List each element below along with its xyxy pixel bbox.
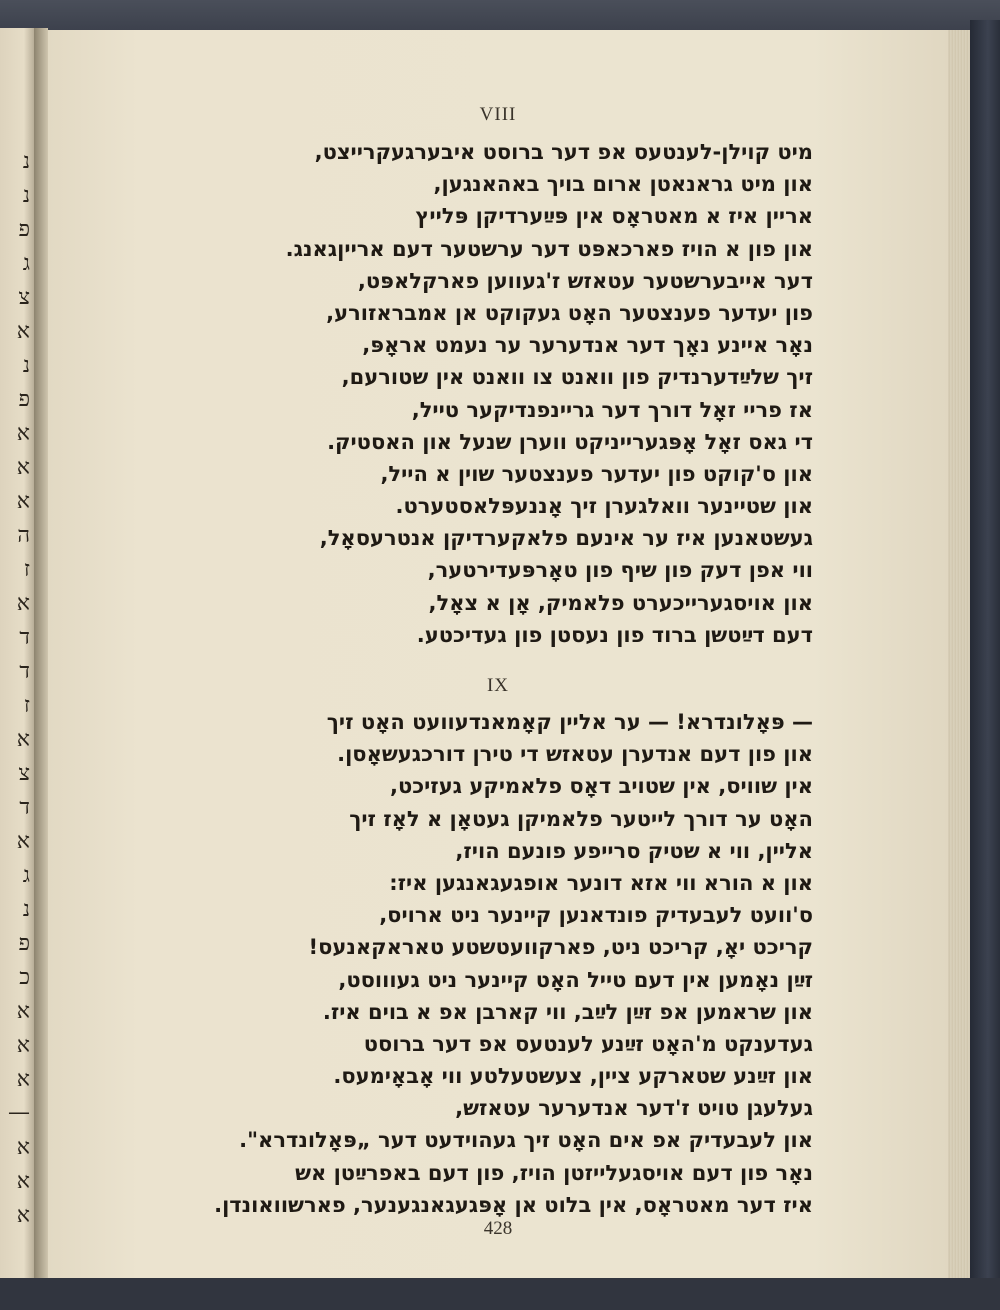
poem-line: געלעגן טויט ז'דער אנדערער עטאזש, [455, 1096, 813, 1121]
book-gutter [34, 28, 48, 1278]
facing-page-fragment: — [8, 1100, 30, 1125]
facing-page-fragment: א [16, 1135, 30, 1160]
facing-page-fragment: א [16, 1067, 30, 1092]
poem-line: — פּאָלונדרא! — ער אליין קאָמאנדעוועט האָט זיך [326, 710, 813, 734]
facing-page-fragment: א [16, 1203, 30, 1228]
facing-page-fragment: פ [18, 217, 30, 242]
poem-line: און אויסגערייכערט פלאמיק, אָן א צאָל, [428, 590, 813, 615]
poem-line: און פון דעם אנדערן עטאזש די טירן דורכגעשאָסן. [337, 742, 813, 767]
facing-page-fragment: א [16, 999, 30, 1024]
poem-line: און לעבעדיק אפ אים האָט זיך געהוידעט דער „פּאָלונדרא". [239, 1128, 813, 1153]
poem-line: ס'וועט לעבעדיק פונדאנען קיינער ניט ארויס, [379, 903, 813, 928]
page-edges [948, 30, 970, 1278]
page-number: 428 [483, 1218, 513, 1239]
facing-page-fragment: א [16, 727, 30, 752]
poem-line: אז פריי זאָל דורך דער גריינפנדיקער טייל, [411, 397, 813, 422]
book-spine [970, 20, 1000, 1310]
facing-page-fragment: ד [19, 659, 30, 684]
poem-line: און זײַנע שטארקע ציין, צעשטעלטע ווי אָבאָימעס. [333, 1064, 813, 1089]
facing-page-fragment: ד [19, 795, 30, 820]
poem-line: אריין איז א מאטראָס אין פּײַערדיקן פּלייץ [415, 204, 813, 229]
poem-line: זײַן נאָמען אין דעם טייל האָט קיינער ניט געוווסט, [338, 967, 813, 992]
facing-page-fragment: צ [18, 761, 30, 786]
facing-page-fragment: א [16, 829, 30, 854]
facing-page-fragment: א [16, 421, 30, 446]
facing-page-fragment: נ [22, 897, 30, 922]
facing-page-fragment: א [16, 455, 30, 480]
poem-line: געדענקט מ'האָט זײַנע לענטעס אפ דער ברוסט [363, 1031, 813, 1056]
book-cover-bottom [0, 1278, 1000, 1310]
poem-line: איז דער מאטראָס, אין בלוט אן אָפּגעגאנגענער, פארשוואונדן. [214, 1192, 813, 1217]
facing-page-fragment: צ [18, 285, 30, 310]
facing-page-fragment: א [16, 1169, 30, 1194]
poem-line: דער אייבערשטער עטאזש ז'געווען פארקלאפּט, [357, 268, 813, 293]
poem-line: און שראמען אפ זײַן לײַב, ווי קארבן אפ א בוים איז. [322, 999, 813, 1024]
facing-page-fragment: ג [22, 251, 30, 276]
section-number-viii: VIII [479, 104, 517, 125]
facing-page-fragment: ד [19, 625, 30, 650]
poem-line: און פון א הויז פארכאפּט דער ערשטער דעם ארייןגאנג. [285, 236, 813, 261]
stanza-ix [153, 706, 813, 1221]
facing-page-fragment: ה [17, 523, 30, 548]
facing-page-fragment: א [16, 591, 30, 616]
poem-line: און מיט גראנאטן ארום בויך באהאנגען, [433, 172, 813, 197]
poem-line: זיך שלײַדערנדיק פון וואנט צו וואנט אין שטורעם, [341, 365, 813, 390]
poem-line: ווי אפן דעק פון שיף פון טאָרפּעדירטער, [427, 558, 813, 583]
facing-page-fragment: א [16, 319, 30, 344]
facing-page-fragment: פ [18, 931, 30, 956]
poem-line: מיט קוילן-לענטעס אפ דער ברוסט איבערגעקרייצט, [314, 140, 813, 164]
poem-line: די גאס זאָל אָפּגערייניקט ווערן שנעל און האסטיק. [327, 429, 813, 454]
facing-page-fragment: נ [22, 353, 30, 378]
poem-line: דעם דײַטשן ברוד פון נעסטן פון געדיכטע. [416, 622, 813, 647]
stanza-viii [153, 136, 813, 651]
facing-page-fragment: נ [22, 183, 30, 208]
facing-page-fragment: פ [18, 387, 30, 412]
facing-page-fragment: נ [22, 149, 30, 174]
poem-line: געשטאנען איז ער אינעם פלאקערדיקן אנטרעסאָל, [319, 526, 813, 551]
section-number-ix: IX [486, 675, 510, 696]
poem-line: פון יעדער פענצטער האָט געקוקט אן אמבראזורע, [326, 300, 813, 325]
facing-page-fragment: ז [23, 557, 30, 582]
poem-line: קריכט יאָ, קריכט ניט, פארקוועטשטע טאראקאנעס! [308, 935, 813, 960]
poem-line: נאָר איינע נאָך דער אנדערער ער נעמט אראָפּ, [362, 333, 813, 358]
poem-line: האָט ער דורך לייטער פלאמיקן געטאָן א לאָז זיך [349, 806, 813, 831]
poem-line: און א הורא ווי אזא דונער אופגעגאנגען איז: [389, 870, 813, 895]
poem-line: און ס'קוקט פון יעדער פענצטער שוין א הייל, [380, 461, 813, 486]
facing-page-edge [0, 28, 34, 1278]
poem-line: אין שוויס, אין שטויב דאָס פלאמיקע געזיכט, [389, 774, 813, 799]
book-page [48, 30, 948, 1278]
poem-line: און שטיינער וואלגערן זיך אָננעפּלאסטערט. [395, 494, 813, 519]
facing-page-fragment: ז [23, 693, 30, 718]
facing-page-fragment: א [16, 1033, 30, 1058]
poem-line: נאָר פון דעם אויסגעלייזטן הויז, פון דעם באפרײַטן אש [295, 1160, 813, 1185]
facing-page-fragment: א [16, 489, 30, 514]
facing-page-fragment: ג [22, 863, 30, 888]
poem-line: אליין, ווי א שטיק סרייפע פונעם הויז, [455, 838, 813, 863]
facing-page-fragment: כ [19, 965, 30, 990]
